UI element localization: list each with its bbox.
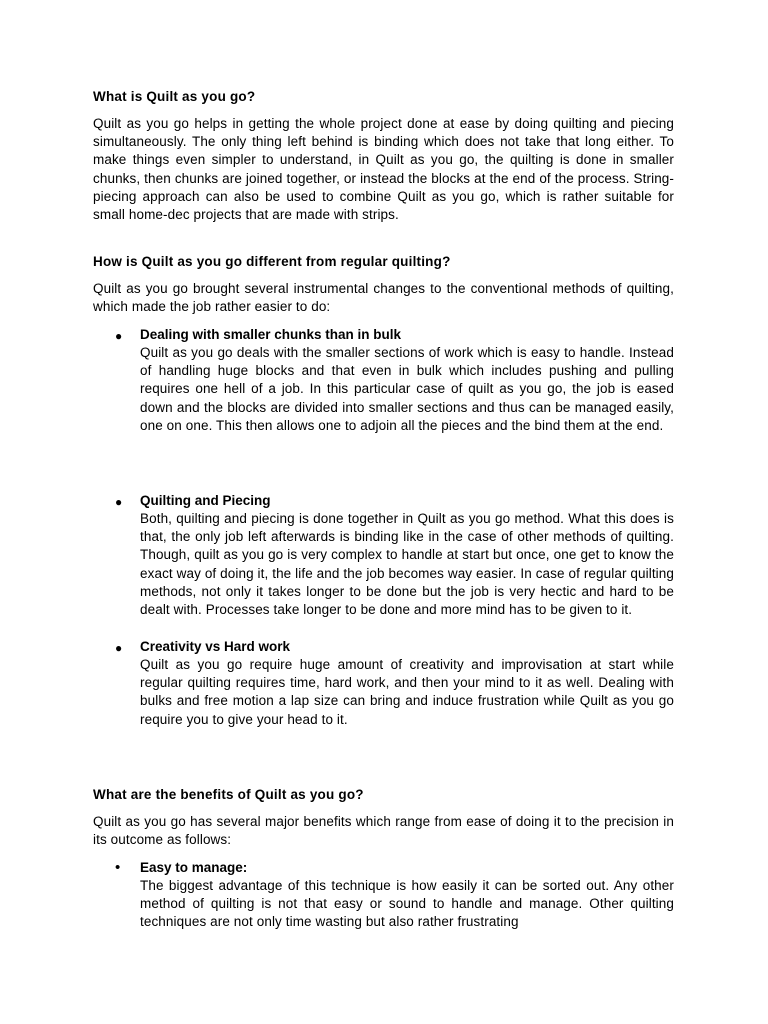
list-item-text: Quilt as you go require huge amount of creativity and improvisation at start while regular quilting requires time, hard work, and then your mind to it as well. Dealing with bulks and free motion a lap size can bring and induce frustration while Quilt as you go require you to give your head to it. xyxy=(140,657,674,727)
list-item xyxy=(140,859,674,932)
bullet-icon: ● xyxy=(115,641,123,655)
list-item-text: The biggest advantage of this technique is how easily it can be sorted out. Any other method of quilting is not that easy or sound to handle and manage. Other quilting techniques are not only time wasting but also rather frustrating xyxy=(140,878,674,930)
list-item-text: Both, quilting and piecing is done together in Quilt as you go method. What this does is that, the only job left afterwards is binding like in the case of other methods of quilting. Though, quilt as you go is very complex to handle at start but once, one get to know the exact way of doing it, the life and the job becomes way easier. In case of regular quilting methods, not only it takes longer to be done but the job is very hectic and hard to be dealt with. Processes take longer to be done and more mind has to be given to it. xyxy=(140,511,674,618)
bullet-icon: ● xyxy=(115,495,123,509)
paragraph-benefits: Quilt as you go has several major benefits which range from ease of doing it to the precision in its outcome as follows: xyxy=(93,814,674,848)
list-item-title: Creativity vs Hard work xyxy=(140,639,291,654)
list-item xyxy=(140,326,674,435)
bullet-icon: ● xyxy=(115,329,123,343)
list-item-title: Easy to manage: xyxy=(140,860,248,875)
list-item xyxy=(140,492,674,619)
list-item-title: Dealing with smaller chunks than in bulk xyxy=(140,327,402,342)
bullet-icon: • xyxy=(115,859,121,876)
heading-benefits: What are the benefits of Quilt as you go? xyxy=(93,787,364,802)
heading-how-different: How is Quilt as you go different from regular quilting? xyxy=(93,254,451,269)
list-item-title: Quilting and Piecing xyxy=(140,493,271,508)
heading-what-is-quilt: What is Quilt as you go? xyxy=(93,89,256,104)
list-item xyxy=(140,638,674,729)
list-item-text: Quilt as you go deals with the smaller sections of work which is easy to handle. Instead of handling huge blocks and that even in bulk which includes pushing and pulling requires one hell of a job. In this particular case of quilt as you go, the job is eased down and the blocks are divided into smaller sections and thus can be managed easily, one on one. This then allows one to adjoin all the pieces and the bind them at the end. xyxy=(140,345,674,433)
paragraph-how-different: Quilt as you go brought several instrumental changes to the conventional methods of quilting, which made the job rather easier to do: xyxy=(93,281,674,315)
paragraph-what-is-quilt: Quilt as you go helps in getting the whole project done at ease by doing quilting and piecing simultaneously. The only thing left behind is binding which does not take that long either. To make things even simpler to understand, in Quilt as you go, the quilting is done in smaller chunks, then chunks are joined together, or instead the blocks at the end of the process. String-piecing approach can also be used to combine Quilt as you go, which is rather suitable for small home-dec projects that are made with strips. xyxy=(93,116,674,223)
